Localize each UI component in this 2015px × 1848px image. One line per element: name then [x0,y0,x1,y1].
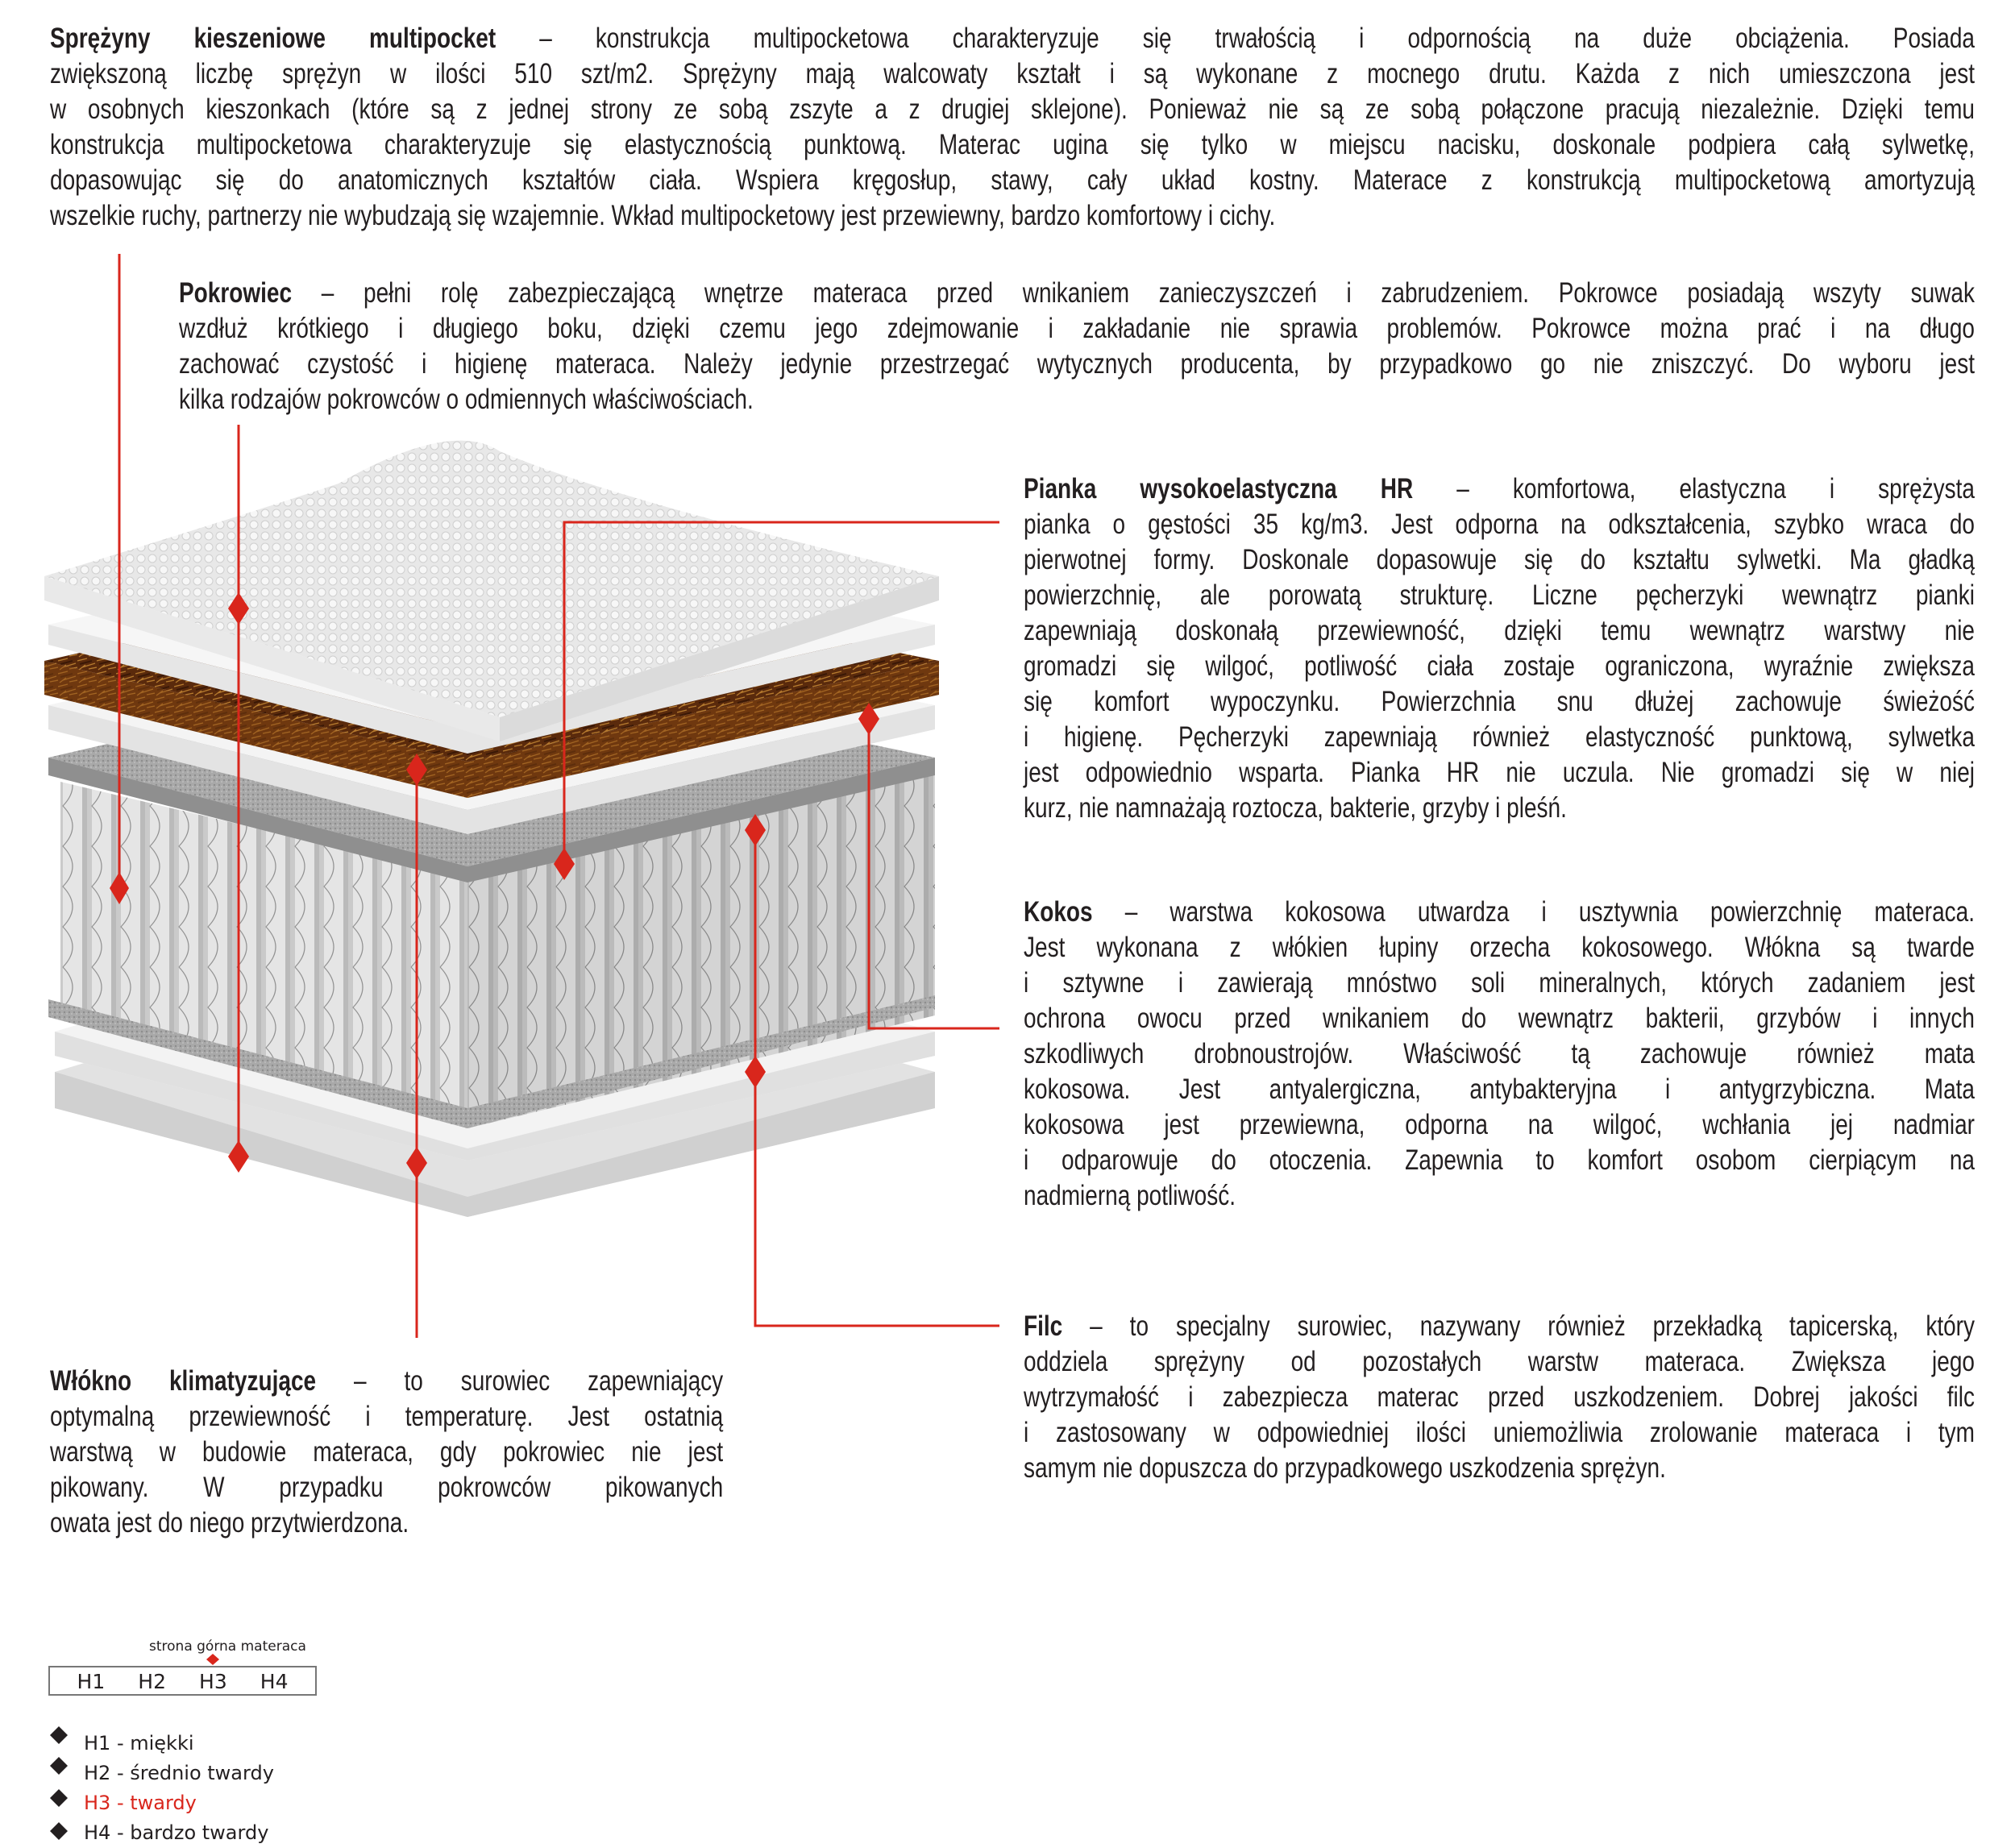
filc-title: Filc [1024,1310,1063,1342]
text-line: konstrukcja multipocketowa charakteryzuje się elastycznością punktową. Materac ugina się tylko w miejscu nacisku, doskonale podpiera całą sylwetkę, [50,129,1975,160]
pokrowiec-title: Pokrowiec [179,277,293,309]
text-line: Pianka wysokoelastyczna HR – komfortowa, elastyczna i sprężysta [1024,473,1975,505]
hardness-legend [84,1729,274,1848]
text-line: wzdłuż krótkiego i długiego boku, dzięki czemu jego zdejmowanie i zakładanie nie sprawia problemów. Pokrowce można prać i na długo [179,313,1975,344]
text-line: Włókno klimatyzujące – to surowiec zapewniający [50,1365,724,1397]
text-line: Jest wykonana z włókien łupiny orzecha kokosowego. Włókna są twarde [1024,932,1975,963]
text-line: warstwą w budowie materaca, gdy pokrowiec nie jest [50,1436,724,1468]
text-line: szkodliwych drobnoustrojów. Właściwość tą zachowuje również mata [1024,1038,1975,1069]
selected-hardness-marker [206,1654,219,1665]
text-line: i odparowuje do otoczenia. Zapewnia to komfort osobom cierpiącym na [1024,1144,1975,1176]
text-line: ochrona owocu przed wnikaniem do wewnątrz bakterii, grzybów i innych [1024,1003,1975,1034]
text-line: optymalną przewiewność i temperaturę. Jest ostatnią [50,1401,724,1432]
text-line: się komfort wypoczynku. Powierzchnia snu dłużej zachowuje świeżość [1024,686,1975,717]
bullet-diamond [50,1726,68,1744]
legend-item-h4: H4 - bardzo twardy [84,1821,269,1844]
text-line: Pokrowiec – pełni rolę zabezpieczającą wnętrze materaca przed wnikaniem zanieczyszczeń i zabrudzeniem. Pokrowce posiadają wszyty suwak [179,277,1975,309]
wlokno-title: Włókno klimatyzujące [50,1365,317,1397]
text-line: zachować czystość i higienę materaca. Należy jedynie przestrzegać wytycznych producenta, by przypadkowo go nie zniszczyć. Do wyboru jest [179,348,1975,380]
text-line: i zastosowany w odpowiedniej ilości uniemożliwia zrolowanie materaca i tym [1024,1417,1975,1448]
hardness-level-h4: H4 [260,1670,289,1693]
text-line: owata jest do niego przytwierdzona. [50,1507,409,1539]
text-line: samym nie dopuszcza do przypadkowego uszkodzenia sprężyn. [1024,1452,1666,1484]
bullet-diamond [50,1757,68,1775]
text-line: pierwotnej formy. Doskonale dopasowuje się do kształtu sylwetki. Ma gładką [1024,544,1975,575]
hardness-level-h3: H3 [199,1670,227,1693]
hardness-level-h2: H2 [138,1670,166,1693]
text-line: kokosowa jest przewiewna, odporna na wilgoć, wchłania jej nadmiar [1024,1109,1975,1140]
hardness-level-h1: H1 [77,1670,106,1693]
intro-section [50,21,1975,234]
text-line: powierzchnię, ale porowatą strukturę. Liczne pęcherzyki wewnątrz pianki [1024,579,1975,611]
legend-bullets [50,1726,68,1840]
legend-item-h2: H2 - średnio twardy [84,1762,274,1784]
text-line: i higienę. Pęcherzyki zapewniają również elastyczność punktową, sylwetka [1024,721,1975,753]
kokos-title: Kokos [1024,896,1093,928]
text-line: wytrzymałość i zabezpiecza materac przed uszkodzeniem. Dobrej jakości filc [1024,1381,1975,1413]
bullet-diamond [50,1789,68,1807]
legend-item-h1: H1 - miękki [84,1732,194,1755]
hardness-caption: strona górna materaca [149,1638,306,1655]
text-line: Kokos – warstwa kokosowa utwardza i usztywnia powierzchnię materaca. [1024,896,1975,928]
text-line: dopasowując się do anatomicznych kształtów ciała. Wspiera kręgosłup, stawy, cały układ kostny. Materace z konstrukcją multipocketową amortyzują [50,164,1975,196]
text-line: jest odpowiednio wsparta. Pianka HR nie uczula. Nie gromadzi się w niej [1024,757,1975,788]
text-line: Filc – to specjalny surowiec, nazywany również przekładką tapicerską, który [1024,1310,1975,1342]
wlokno-section [50,1364,723,1541]
text-line: kokosowa. Jest antyalergiczna, antybakteryjna i antygrzybiczna. Mata [1024,1074,1975,1105]
intro-title: Sprężyny kieszeniowe multipocket [50,23,496,54]
text-line: w osobnych kieszonkach (które są z jednej strony ze sobą zszyte a z drugiej sklejone). Ponieważ nie są ze sobą połączone pracują niezależnie. Dzięki temu [50,93,1975,125]
text-line: oddziela sprężyny od pozostałych warstw materaca. Zwiększa jego [1024,1346,1975,1377]
filc-section [1024,1309,1975,1486]
text-line: zapewniają doskonałą przewiewność, dzięki temu wewnątrz warstwy nie [1024,615,1975,646]
text-line: i sztywne i zawierają mnóstwo soli mineralnych, których zadaniem jest [1024,967,1975,999]
text-line: zwiększoną liczbę sprężyn w ilości 510 szt/m2. Sprężyny mają walcowaty kształt i są wykonane z mocnego drutu. Każda z nich umieszczona jest [50,58,1975,89]
text-line: gromadzi się wilgoć, potliwość ciała zostaje ograniczona, wyraźnie zwiększa [1024,650,1975,682]
pokrowiec-section [179,276,1975,417]
text-line: pianka o gęstości 35 kg/m3. Jest odporna na odkształcenia, szybko wraca do [1024,509,1975,540]
text-line: Sprężyny kieszeniowe multipocket – konstrukcja multipocketowa charakteryzuje się trwałością i odpornością na duże obciążenia. Posiada [50,23,1975,54]
text-line: nadmierną potliwość. [1024,1180,1236,1211]
kokos-section [1024,895,1975,1214]
text-line: kurz, nie namnażają roztocza, bakterie, grzyby i pleśń. [1024,792,1567,824]
legend-item-h3: H3 - twardy [84,1792,197,1814]
text-line: pikowany. W przypadku pokrowców pikowanych [50,1472,724,1503]
pianka-title: Pianka wysokoelastyczna HR [1024,473,1414,505]
text-line: kilka rodzajów pokrowców o odmiennych właściwościach. [179,384,754,415]
text-line: wszelkie ruchy, partnerzy nie wybudzają się wzajemnie. Wkład multipocketowy jest przewiewny, bardzo komfortowy i cichy. [50,200,1276,231]
hardness-scale-labels [49,1667,316,1696]
pianka-section [1024,471,1975,826]
bullet-diamond [50,1822,68,1840]
